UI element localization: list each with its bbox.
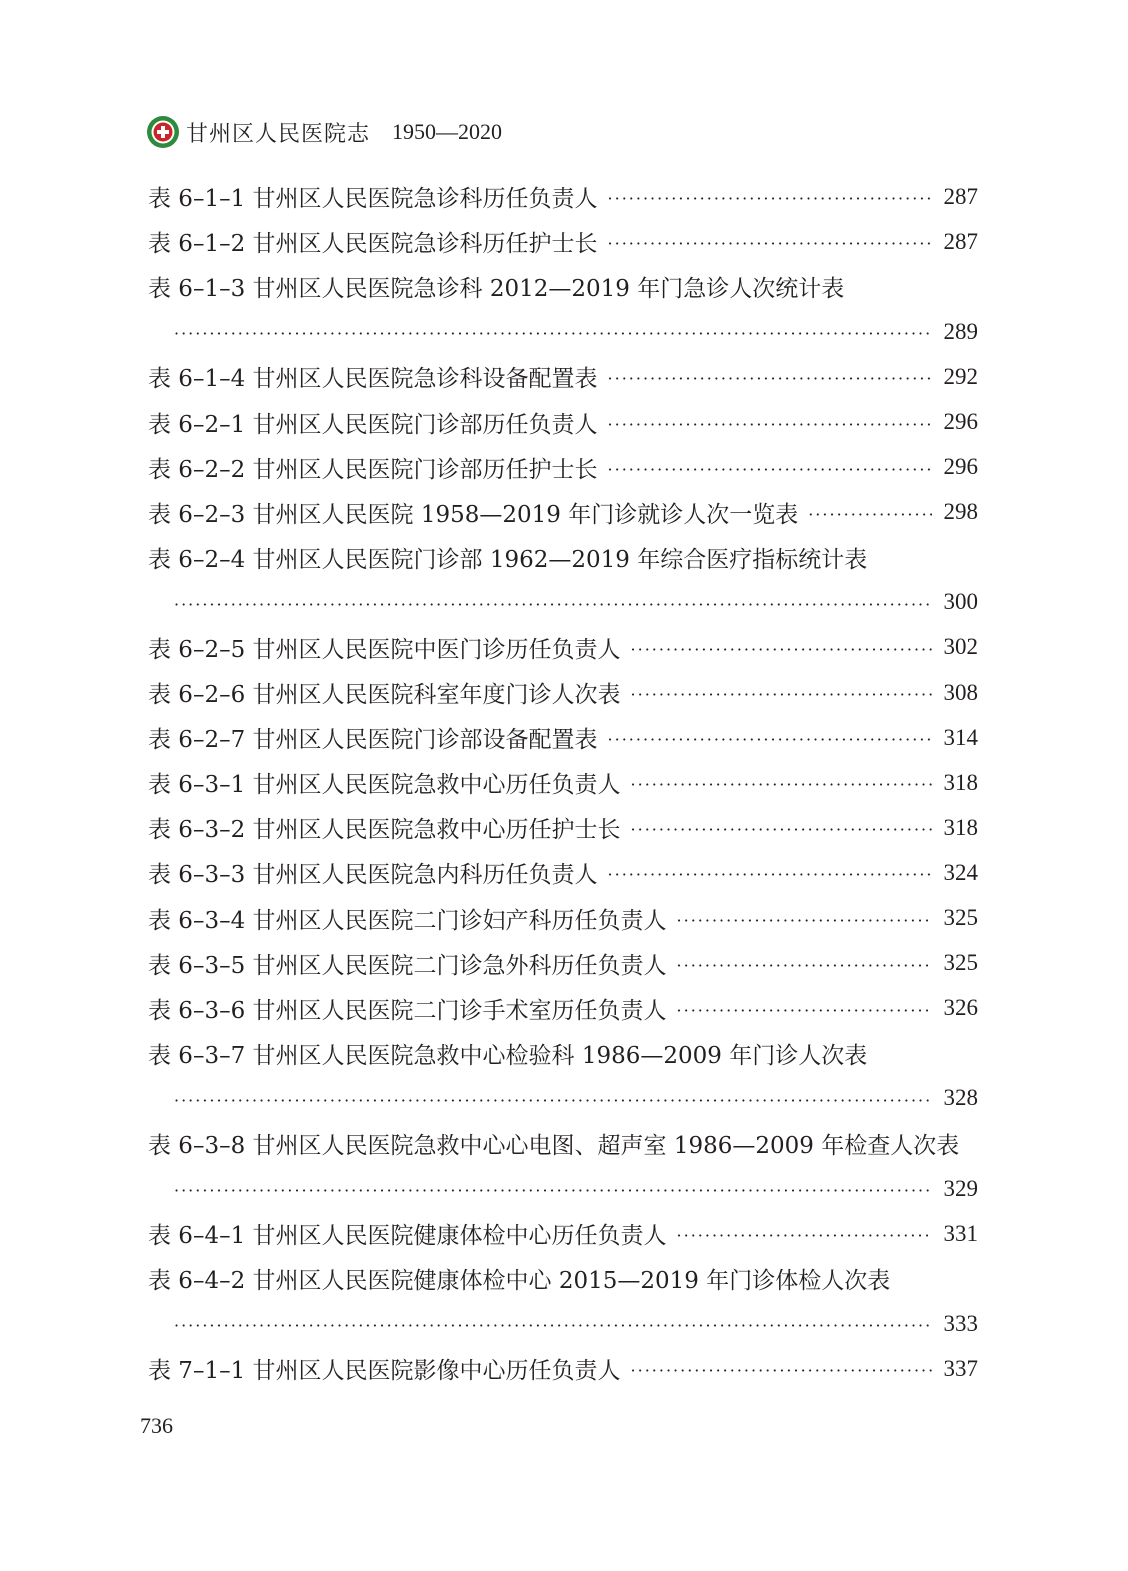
toc-entry-page: 318	[943, 814, 978, 840]
toc-entry[interactable]	[148, 1346, 978, 1391]
dot-leader	[631, 1357, 932, 1380]
toc-entry-page: 328	[943, 1085, 978, 1111]
toc-entry-label: 表 6–1–3 甘州区人民医院急诊科 2012—2019 年门急诊人次统计表	[148, 276, 845, 303]
toc-entry[interactable]	[148, 445, 978, 490]
dot-leader	[608, 230, 932, 253]
dot-leader	[174, 320, 932, 343]
toc-entry[interactable]	[148, 1031, 978, 1076]
dot-leader	[174, 1087, 932, 1110]
toc-entry-page: 337	[943, 1355, 978, 1381]
toc-entry-page: 318	[943, 769, 978, 795]
toc-entry-page: 287	[943, 228, 978, 254]
toc-entry[interactable]	[148, 896, 978, 941]
toc-entry-label: 表 6–3–8 甘州区人民医院急救中心心电图、超声室 1986—2009 年检查人次表	[148, 1133, 960, 1160]
toc-entry-label: 表 6–1–2 甘州区人民医院急诊科历任护士长	[148, 231, 598, 258]
toc-entry[interactable]	[148, 941, 978, 986]
toc-entry-continuation[interactable]	[148, 1076, 978, 1121]
toc-entry-page: 314	[943, 724, 978, 750]
dot-leader	[631, 636, 932, 659]
toc-entry[interactable]	[148, 174, 978, 219]
toc-entry-label: 表 6–3–2 甘州区人民医院急救中心历任护士长	[148, 817, 621, 844]
toc-entry-continuation[interactable]	[148, 309, 978, 354]
dot-leader	[608, 726, 932, 749]
toc-entry-page: 326	[943, 995, 978, 1021]
dot-leader	[631, 771, 932, 794]
toc-entry-page: 302	[943, 634, 978, 660]
dot-leader	[677, 1222, 932, 1245]
toc-entry-label: 表 6–4–1 甘州区人民医院健康体检中心历任负责人	[148, 1223, 667, 1250]
toc-entry[interactable]	[148, 1211, 978, 1256]
page-number: 736	[140, 1413, 173, 1438]
toc-entry[interactable]	[148, 490, 978, 535]
toc-entry[interactable]	[148, 805, 978, 850]
toc-entry-page: 287	[943, 183, 978, 209]
book-years: 1950—2020	[392, 119, 503, 144]
toc-entry-page: 325	[943, 905, 978, 931]
toc-entry-page: 300	[943, 589, 978, 615]
dot-leader	[808, 501, 931, 524]
toc-entry[interactable]	[148, 399, 978, 444]
dot-leader	[174, 1312, 932, 1335]
hospital-logo-icon	[146, 115, 180, 149]
toc-entry-label: 表 6–3–3 甘州区人民医院急内科历任负责人	[148, 862, 598, 889]
dot-leader	[608, 456, 932, 479]
toc-entry-continuation[interactable]	[148, 1301, 978, 1346]
toc-entry-page: 292	[943, 363, 978, 389]
toc-entry[interactable]	[148, 760, 978, 805]
toc-entry-page: 289	[943, 318, 978, 344]
dot-leader	[631, 816, 932, 839]
toc-entry-label: 表 6–2–4 甘州区人民医院门诊部 1962—2019 年综合医疗指标统计表	[148, 546, 868, 573]
toc-entry-label: 表 6–3–6 甘州区人民医院二门诊手术室历任负责人	[148, 997, 667, 1024]
table-of-contents	[148, 174, 978, 1392]
toc-entry-label: 表 6–2–3 甘州区人民医院 1958—2019 年门诊就诊人次一览表	[148, 501, 799, 528]
toc-entry[interactable]	[148, 850, 978, 895]
toc-entry-page: 331	[943, 1220, 978, 1246]
toc-entry[interactable]	[148, 535, 978, 580]
toc-entry-label: 表 6–2–2 甘州区人民医院门诊部历任护士长	[148, 456, 598, 483]
toc-entry[interactable]	[148, 219, 978, 264]
toc-entry[interactable]	[148, 264, 978, 309]
dot-leader	[677, 952, 932, 975]
toc-entry-page: 333	[943, 1310, 978, 1336]
toc-entry-label: 表 6–3–4 甘州区人民医院二门诊妇产科历任负责人	[148, 907, 667, 934]
toc-entry-page: 296	[943, 454, 978, 480]
toc-entry-label: 表 6–2–1 甘州区人民医院门诊部历任负责人	[148, 411, 598, 438]
toc-entry[interactable]	[148, 670, 978, 715]
toc-entry[interactable]	[148, 625, 978, 670]
toc-entry-page: 329	[943, 1175, 978, 1201]
toc-entry-label: 表 6–2–6 甘州区人民医院科室年度门诊人次表	[148, 682, 621, 709]
toc-entry[interactable]	[148, 1256, 978, 1301]
book-title: 甘州区人民医院志	[186, 121, 371, 147]
dot-leader	[174, 591, 932, 614]
dot-leader	[677, 907, 932, 930]
toc-entry-label: 表 6–2–7 甘州区人民医院门诊部设备配置表	[148, 727, 598, 754]
toc-entry[interactable]	[148, 1121, 978, 1166]
toc-entry-label: 表 6–3–7 甘州区人民医院急救中心检验科 1986—2009 年门诊人次表	[148, 1042, 868, 1069]
toc-entry-label: 表 6–1–1 甘州区人民医院急诊科历任负责人	[148, 186, 598, 213]
toc-entry-page: 298	[943, 499, 978, 525]
dot-leader	[631, 681, 932, 704]
toc-entry-page: 308	[943, 679, 978, 705]
dot-leader	[174, 1177, 932, 1200]
toc-entry-continuation[interactable]	[148, 1166, 978, 1211]
toc-entry[interactable]	[148, 715, 978, 760]
toc-entry-page: 296	[943, 409, 978, 435]
toc-entry-label: 表 6–4–2 甘州区人民医院健康体检中心 2015—2019 年门诊体检人次表	[148, 1268, 891, 1295]
dot-leader	[608, 365, 932, 388]
dot-leader	[608, 411, 932, 434]
toc-entry-label: 表 6–1–4 甘州区人民医院急诊科设备配置表	[148, 366, 598, 393]
running-header	[146, 112, 502, 152]
dot-leader	[608, 861, 932, 884]
toc-entry-page: 324	[943, 859, 978, 885]
toc-entry[interactable]	[148, 354, 978, 399]
toc-entry-label: 表 7–1–1 甘州区人民医院影像中心历任负责人	[148, 1358, 621, 1385]
toc-entry-continuation[interactable]	[148, 580, 978, 625]
dot-leader	[608, 185, 932, 208]
toc-entry-page: 325	[943, 950, 978, 976]
toc-entry-label: 表 6–2–5 甘州区人民医院中医门诊历任负责人	[148, 636, 621, 663]
dot-leader	[677, 997, 932, 1020]
toc-entry-label: 表 6–3–1 甘州区人民医院急救中心历任负责人	[148, 772, 621, 799]
toc-entry-label: 表 6–3–5 甘州区人民医院二门诊急外科历任负责人	[148, 952, 667, 979]
toc-entry[interactable]	[148, 986, 978, 1031]
